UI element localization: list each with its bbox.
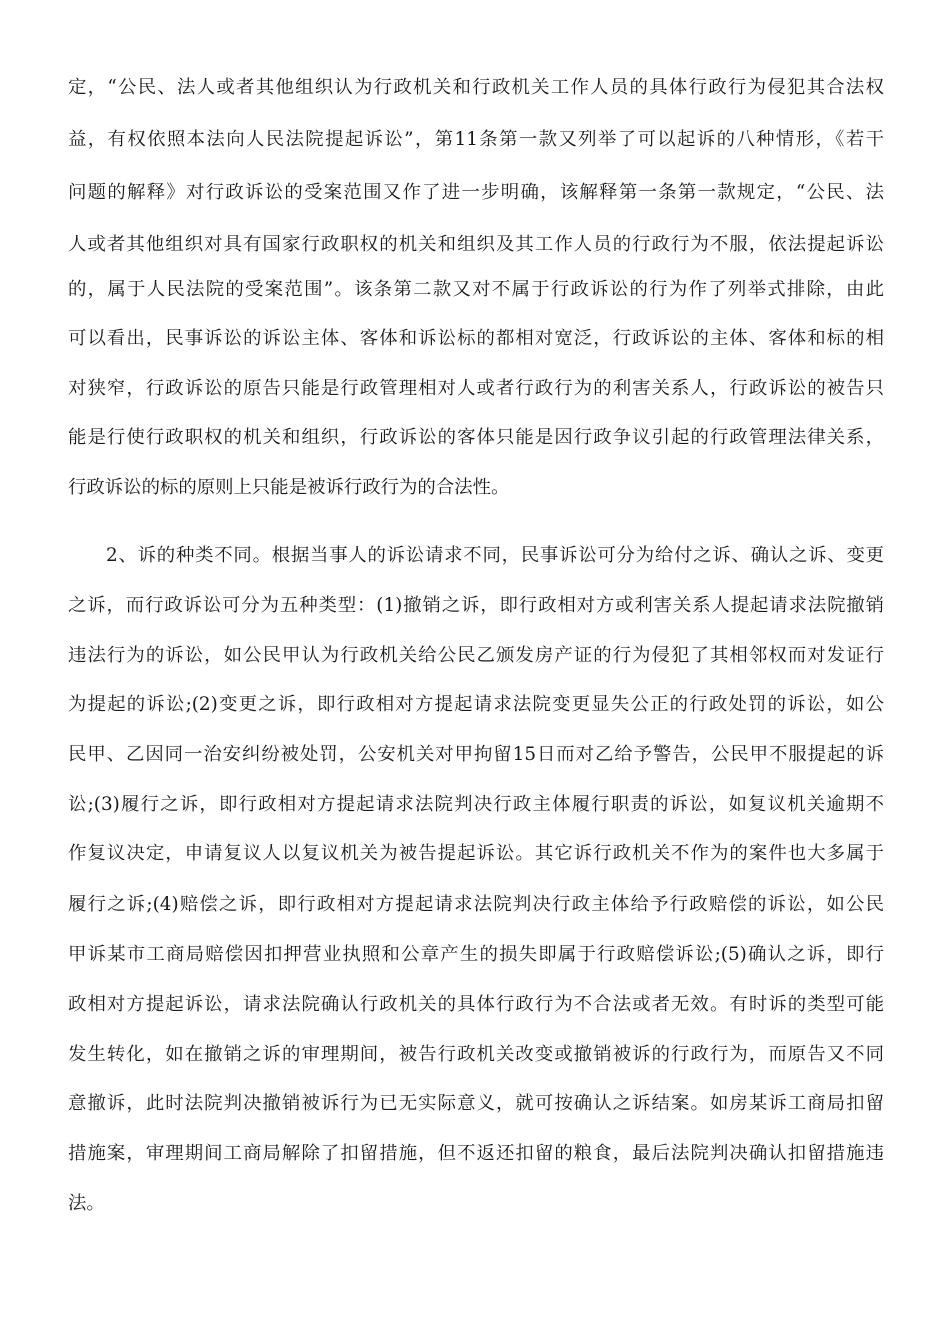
paragraph-2-line-14: 法。 <box>68 1193 105 1214</box>
paragraph-2-line-3: 违法行为的诉讼，如公民甲认为行政机关给公民乙颁发房产证的行为侵犯了其相邻权而对发证行 <box>68 645 884 666</box>
paragraph-2-line-4: 为提起的诉讼;(2)变更之诉，即行政相对方提起请求法院变更显失公正的行政处罚的诉讼，如公 <box>68 694 884 715</box>
paragraph-1-line-6: 可以看出，民事诉讼的诉讼主体、客体和诉讼标的都相对宽泛，行政诉讼的主体、客体和标的相 <box>68 328 884 349</box>
paragraph-2-line-5: 民甲、乙因同一治安纠纷被处罚，公安机关对甲拘留15日而对乙给予警告，公民甲不服提起的诉 <box>68 744 884 765</box>
paragraph-2-line-2: 之诉，而行政诉讼可分为五种类型：(1)撤销之诉，即行政相对方或利害关系人提起请求法院撤销 <box>68 595 884 616</box>
paragraph-1-line-7: 对狭窄，行政诉讼的原告只能是行政管理相对人或者行政行为的利害关系人，行政诉讼的被告只 <box>68 378 884 399</box>
paragraph-2-line-9: 甲诉某市工商局赔偿因扣押营业执照和公章产生的损失即属于行政赔偿诉讼;(5)确认之诉，即行 <box>68 944 884 965</box>
paragraph-1-line-2: 益，有权依照本法向人民法院提起诉讼”，第11条第一款又列举了可以起诉的八种情形，《若干 <box>68 129 884 150</box>
paragraph-1-line-9: 行政诉讼的标的原则上只能是被诉行政行为的合法性。 <box>68 477 510 498</box>
paragraph-1-line-3: 问题的解释》对行政诉讼的受案范围又作了进一步明确，该解释第一条第一款规定，“公民、法 <box>68 182 884 203</box>
paragraph-2-line-12: 意撤诉，此时法院判决撤销被诉行为已无实际意义，就可按确认之诉结案。如房某诉工商局扣留 <box>68 1093 884 1114</box>
paragraph-2-line-6: 讼;(3)履行之诉，即行政相对方提起请求法院判决行政主体履行职责的诉讼，如复议机关逾期不 <box>68 794 884 815</box>
paragraph-2-line-13: 措施案，审理期间工商局解除了扣留措施，但不返还扣留的粮食，最后法院判决确认扣留措施违 <box>68 1143 884 1164</box>
paragraph-1-line-1: 定，“公民、法人或者其他组织认为行政机关和行政机关工作人员的具体行政行为侵犯其合法权 <box>68 77 884 98</box>
paragraph-2-line-1: 2、诉的种类不同。根据当事人的诉讼请求不同，民事诉讼可分为给付之诉、确认之诉、变更 <box>106 545 884 566</box>
paragraph-2-line-7: 作复议决定，申请复议人以复议机关为被告提起诉讼。其它诉行政机关不作为的案件也大多属于 <box>68 843 884 864</box>
paragraph-2-line-10: 政相对方提起诉讼，请求法院确认行政机关的具体行政行为不合法或者无效。有时诉的类型可能 <box>68 994 884 1015</box>
paragraph-1-line-4: 人或者其他组织对具有国家行政职权的机关和组织及其工作人员的行政行为不服，依法提起诉讼 <box>68 234 884 255</box>
paragraph-2-line-8: 履行之诉;(4)赔偿之诉，即行政相对方提起请求法院判决行政主体给予行政赔偿的诉讼，如公民 <box>68 894 884 915</box>
paragraph-1-line-8: 能是行使行政职权的机关和组织，行政诉讼的客体只能是因行政争议引起的行政管理法律关系， <box>68 427 884 448</box>
paragraph-2-line-11: 发生转化，如在撤销之诉的审理期间，被告行政机关改变或撤销被诉的行政行为，而原告又不同 <box>68 1044 884 1065</box>
paragraph-1-line-5: 的，属于人民法院的受案范围”。该条第二款又对不属于行政诉讼的行为作了列举式排除，由此 <box>68 279 884 300</box>
